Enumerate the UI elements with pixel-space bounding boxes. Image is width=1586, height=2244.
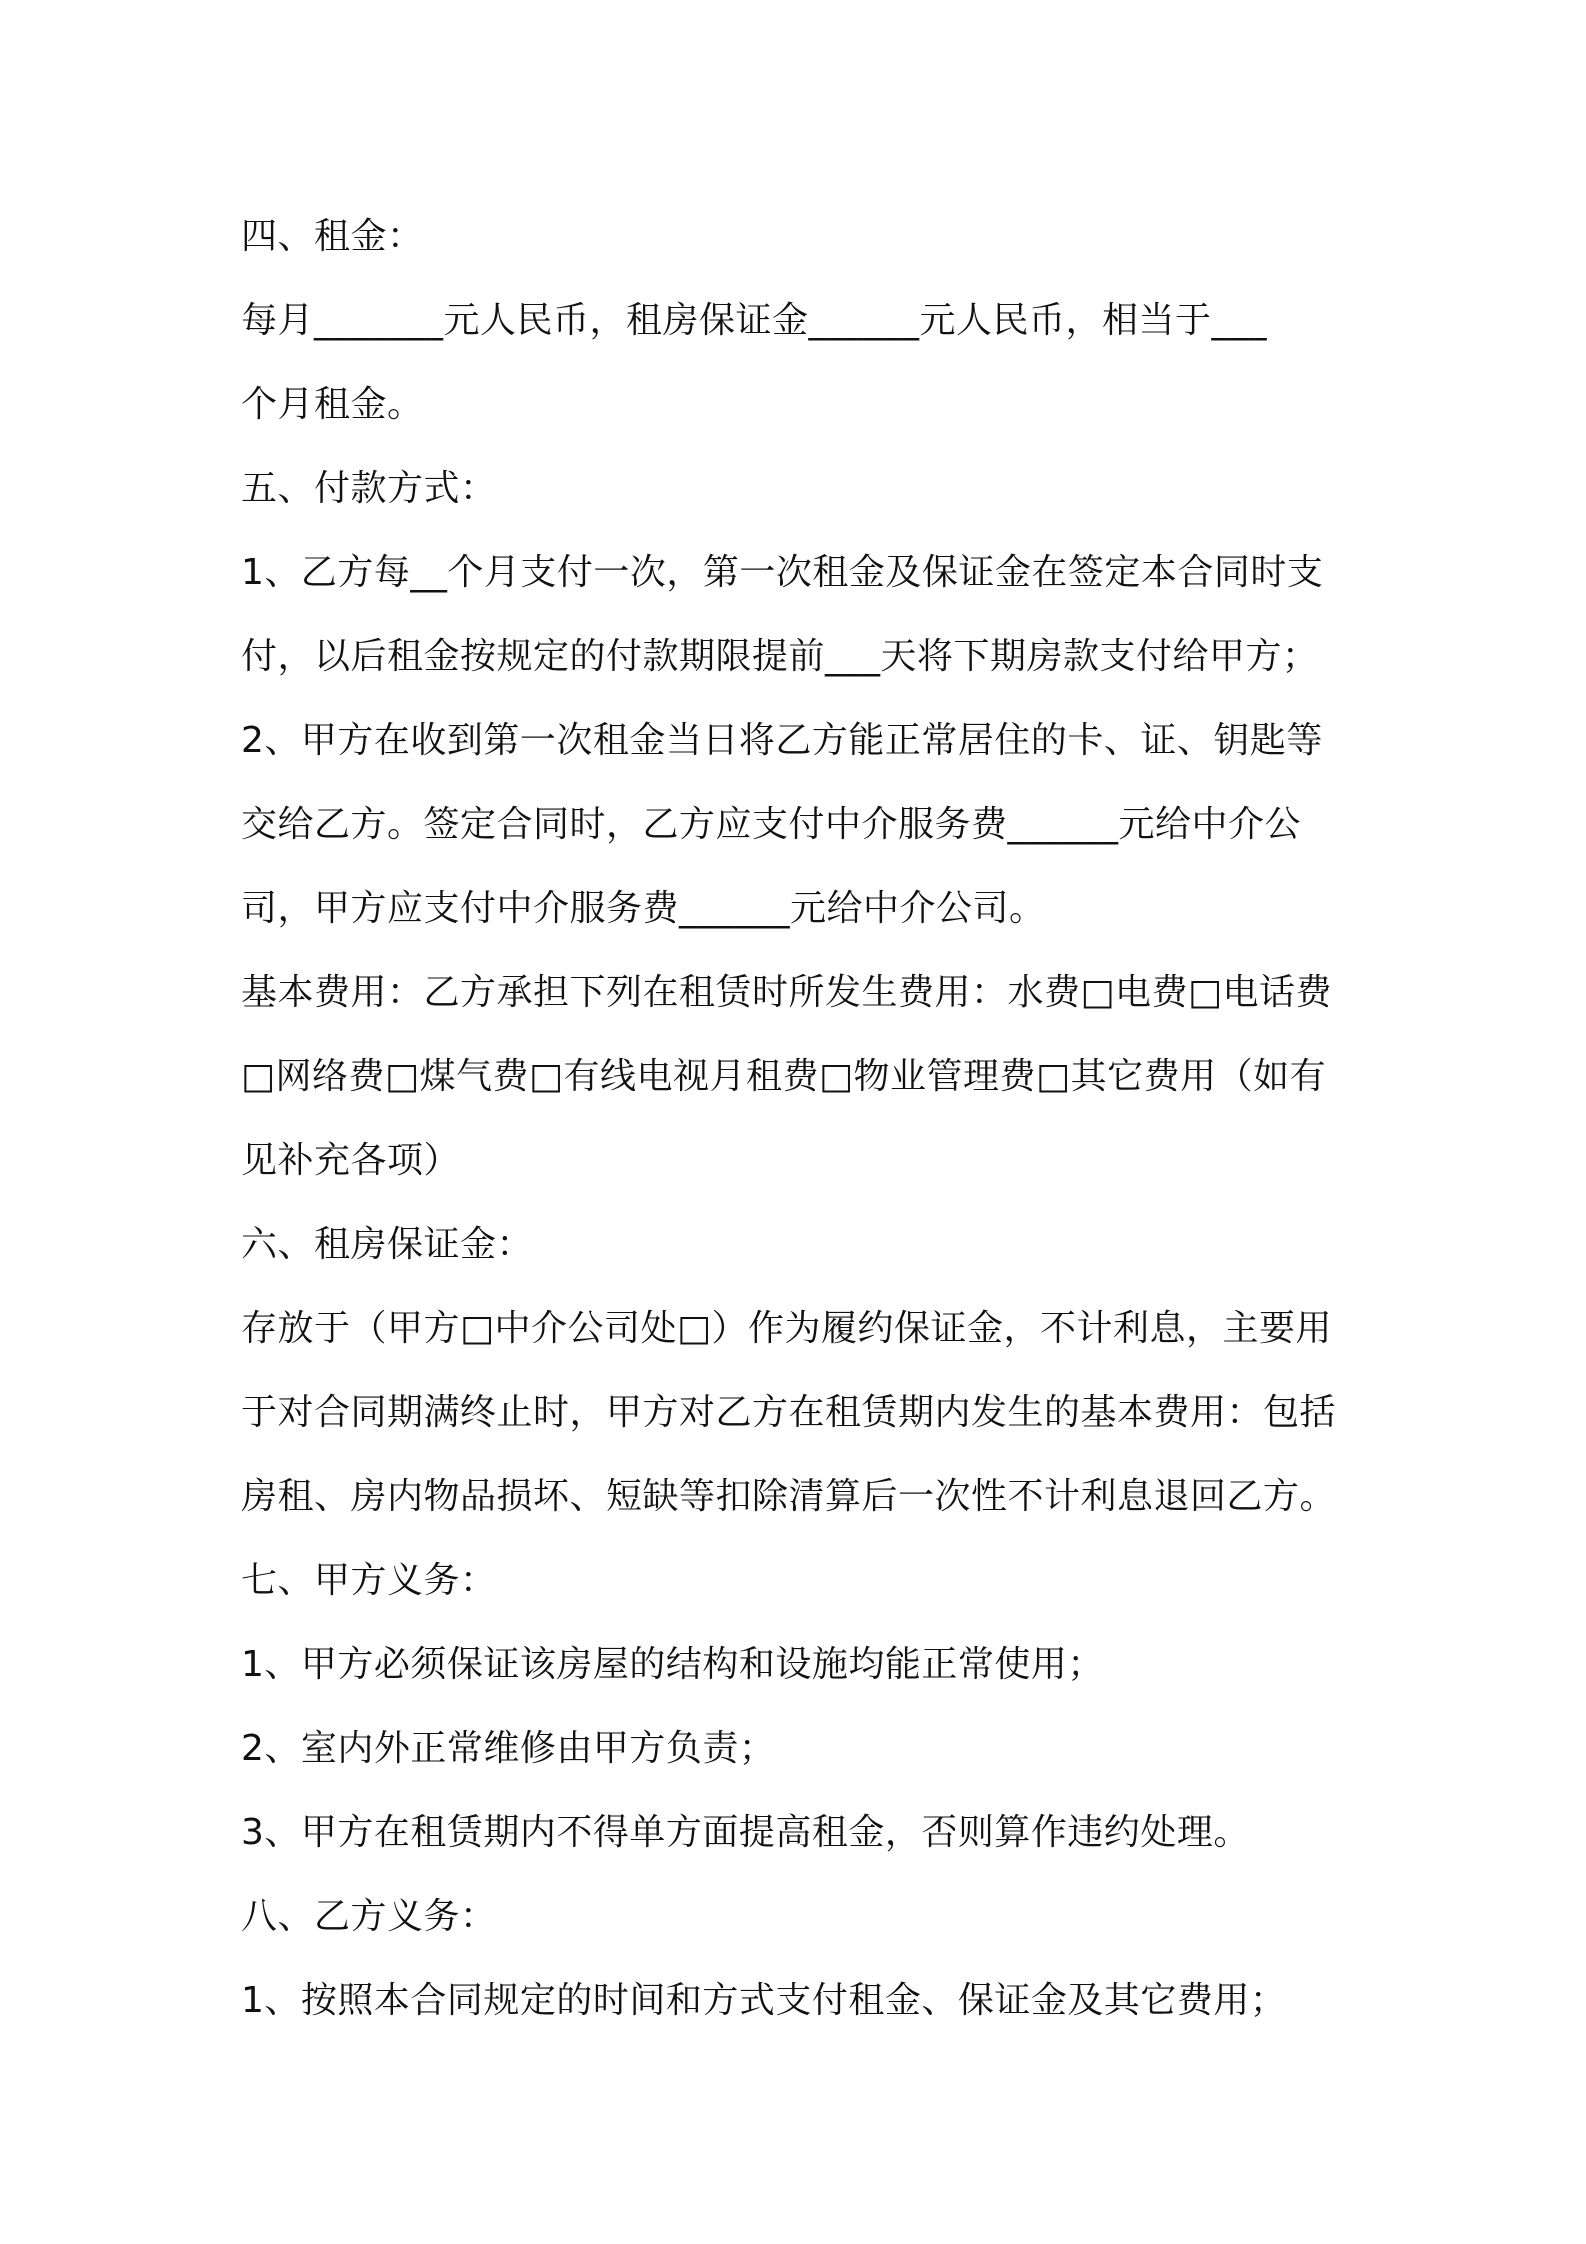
paragraph-line: 2、室内外正常维修由甲方负责； — [241, 1728, 776, 1769]
paragraph-line: 基本费用：乙方承担下列在租赁时所发生费用：水费□电费□电话费 — [241, 972, 1333, 1013]
paragraph-line: 存放于（甲方□中介公司处□）作为履约保证金，不计利息，主要用 — [241, 1308, 1333, 1349]
paragraph-line: 每月_______元人民币，租房保证金______元人民币，相当于___ — [241, 300, 1268, 341]
paragraph-line: 1、甲方必须保证该房屋的结构和设施均能正常使用； — [241, 1644, 1104, 1685]
section-heading-rent: 四、租金： — [241, 216, 424, 257]
paragraph-line: 个月租金。 — [241, 384, 424, 425]
paragraph-line: 付，以后租金按规定的付款期限提前___天将下期房款支付给甲方； — [241, 636, 1319, 677]
paragraph-line: 于对合同期满终止时，甲方对乙方在租赁期内发生的基本费用：包括 — [241, 1392, 1337, 1433]
paragraph-line: 司，甲方应支付中介服务费______元给中介公司。 — [241, 888, 1046, 929]
paragraph-line: 3、甲方在租赁期内不得单方面提高租金，否则算作违约处理。 — [241, 1812, 1250, 1853]
paragraph-line: □网络费□煤气费□有线电视月租费□物业管理费□其它费用（如有 — [241, 1056, 1327, 1097]
document-body — [241, 195, 1361, 2043]
paragraph-line: 房租、房内物品损坏、短缺等扣除清算后一次性不计利息退回乙方。 — [241, 1476, 1337, 1517]
section-heading-party-a-duties: 七、甲方义务： — [241, 1560, 497, 1601]
section-heading-deposit: 六、租房保证金： — [241, 1224, 534, 1265]
paragraph-line: 2、甲方在收到第一次租金当日将乙方能正常居住的卡、证、钥匙等 — [241, 720, 1323, 761]
paragraph-line: 交给乙方。签定合同时，乙方应支付中介服务费______元给中介公 — [241, 804, 1302, 845]
section-heading-payment: 五、付款方式： — [241, 468, 497, 509]
paragraph-line: 1、按照本合同规定的时间和方式支付租金、保证金及其它费用； — [241, 1980, 1287, 2021]
section-heading-party-b-duties: 八、乙方义务： — [241, 1896, 497, 1937]
paragraph-line: 1、乙方每__个月支付一次，第一次租金及保证金在签定本合同时支 — [241, 552, 1324, 593]
paragraph-line: 见补充各项） — [241, 1140, 461, 1181]
